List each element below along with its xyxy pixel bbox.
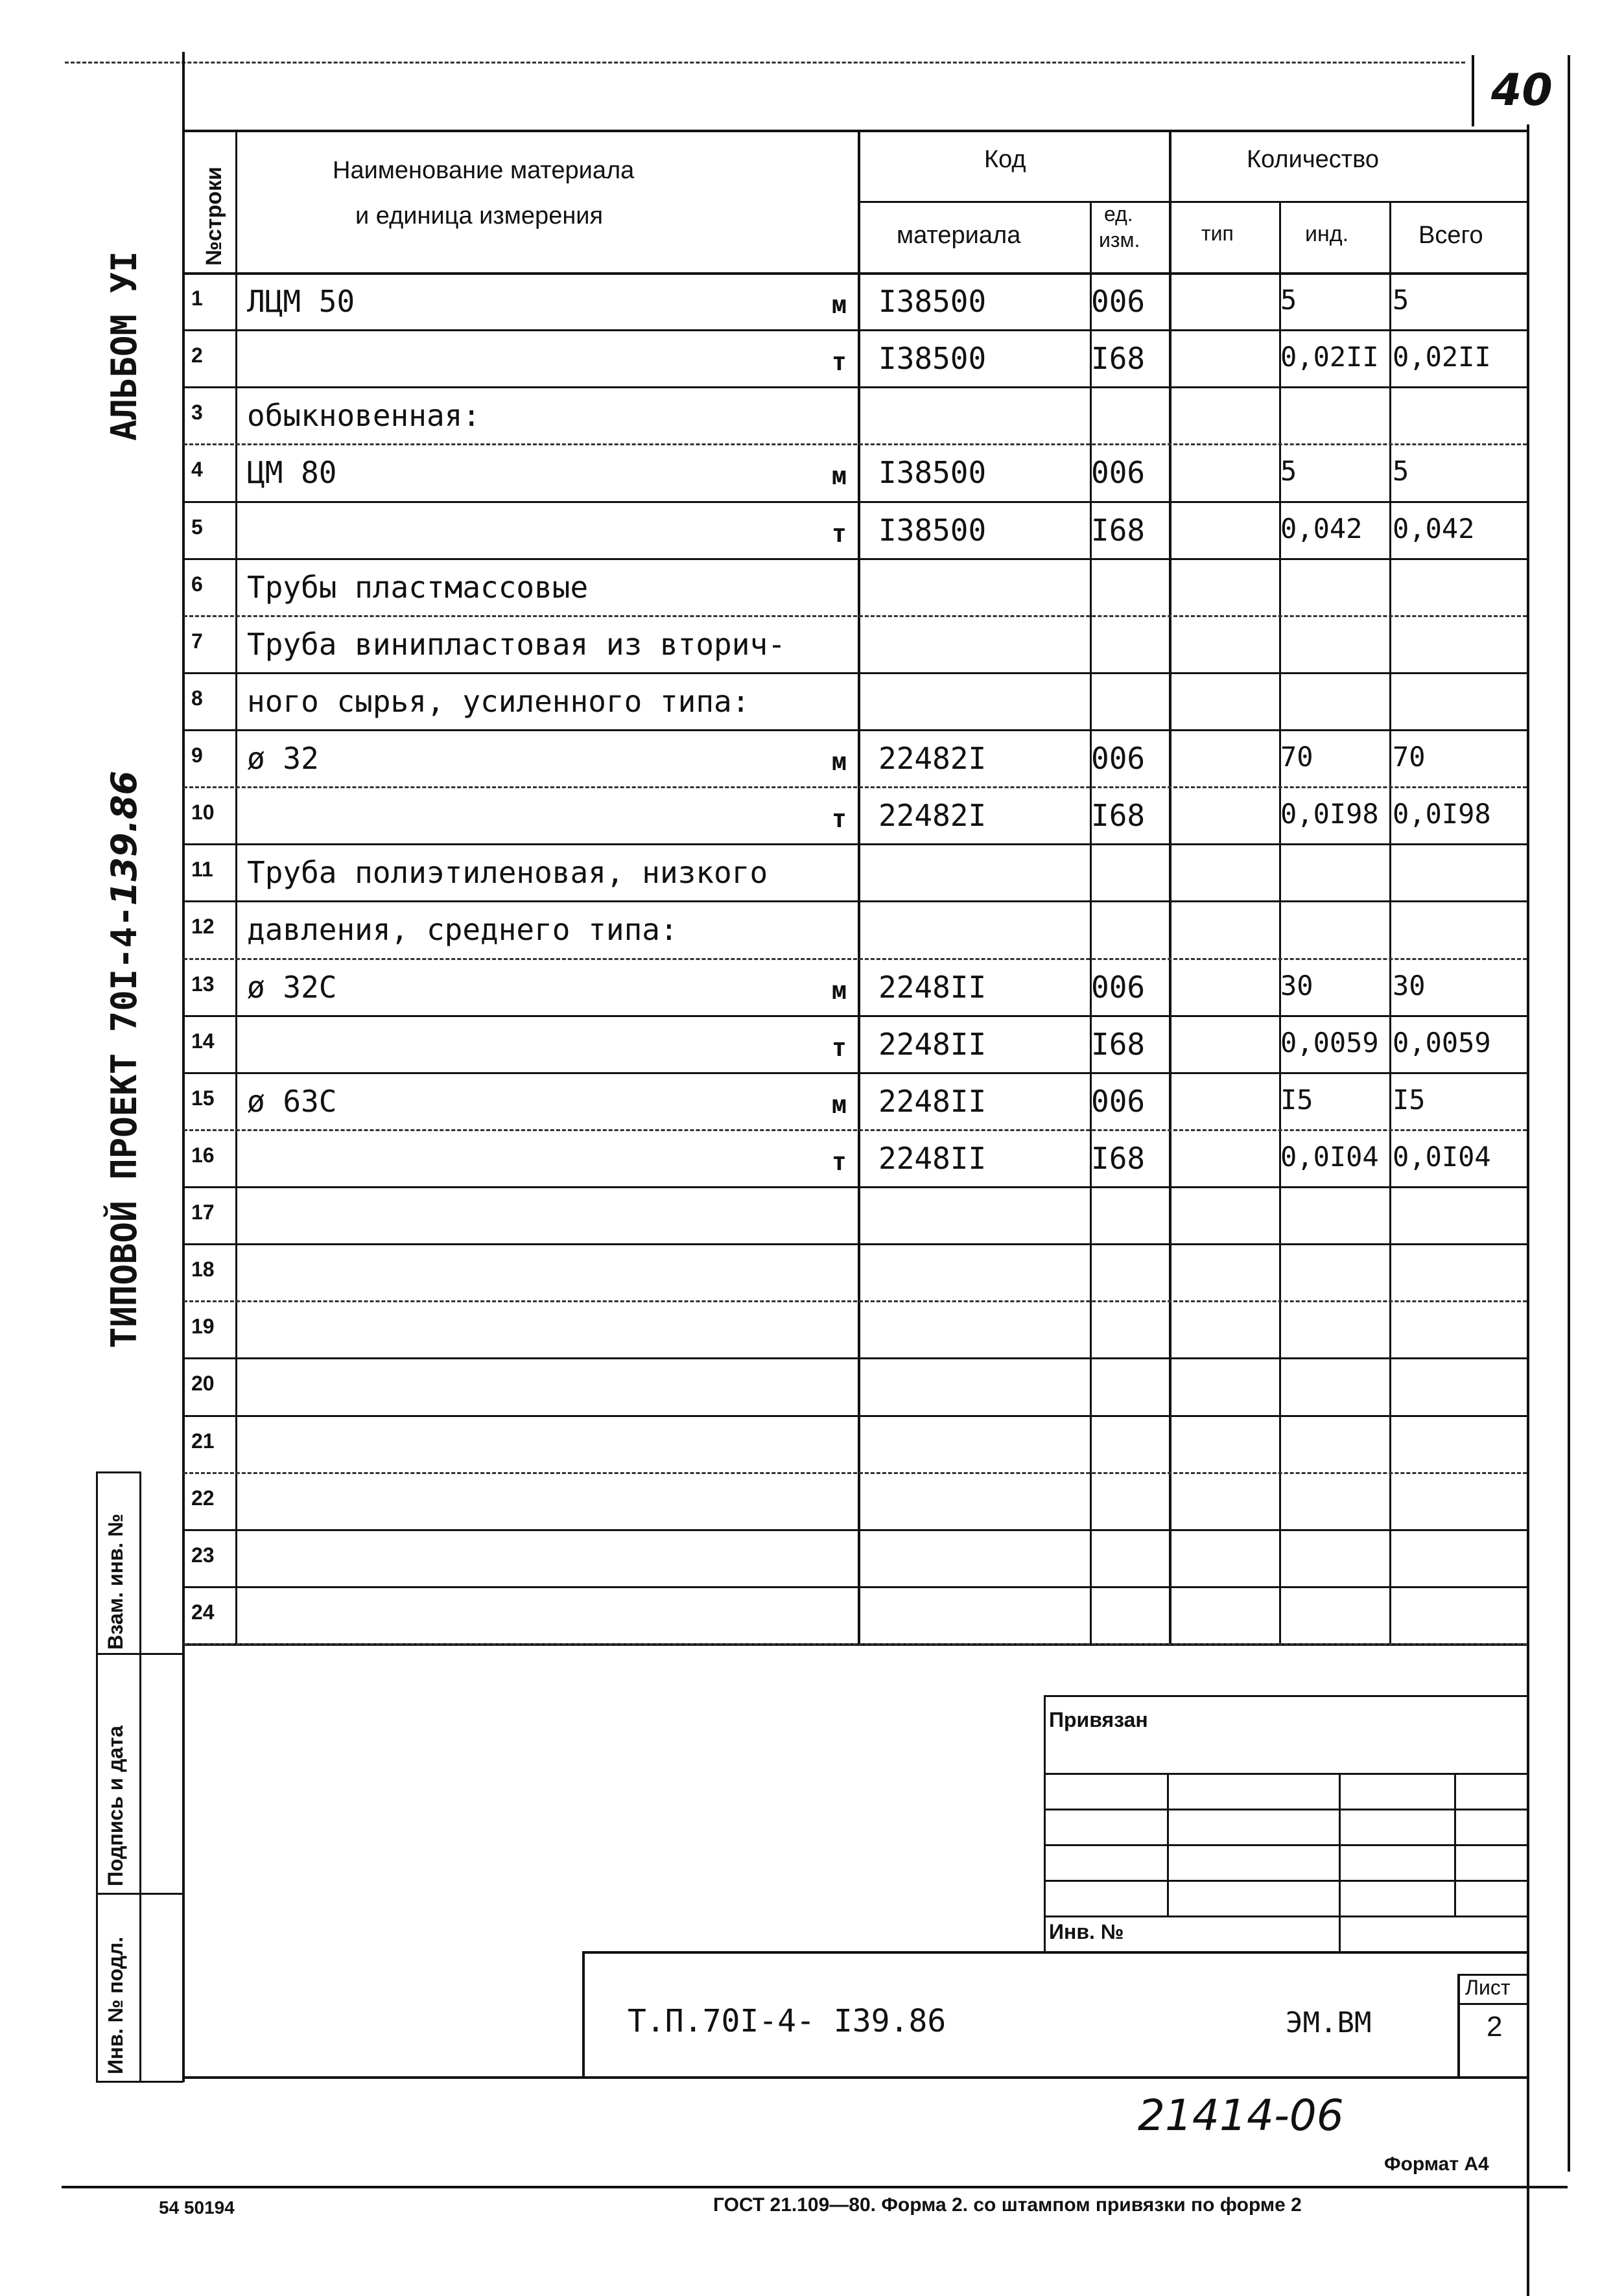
- cell-total: 0,02II: [1393, 341, 1491, 373]
- cell-u: м: [832, 976, 847, 1005]
- handwritten-number: 21414-06: [1138, 2091, 1344, 2140]
- right-border-line: [1568, 55, 1570, 2172]
- row-number: 12: [191, 915, 215, 939]
- row-number: 17: [191, 1201, 215, 1224]
- cell-total: 0,0I04: [1393, 1140, 1491, 1173]
- inv-no-label: Инв. №: [1049, 1920, 1124, 1943]
- table-row: [183, 1357, 1527, 1414]
- table-row: [183, 272, 1527, 329]
- table-row: [183, 1129, 1527, 1186]
- cell-u: т: [832, 347, 847, 377]
- left-code: 54 50194: [159, 2197, 235, 2218]
- cell-code: 2248II: [878, 1026, 987, 1062]
- cell-total: 30: [1393, 969, 1426, 1002]
- stamp-bottom-line: [183, 2076, 1527, 2079]
- cell-ind: 5: [1280, 455, 1297, 487]
- cell-ed: 006: [1091, 741, 1146, 776]
- cell-ind: I5: [1280, 1083, 1313, 1116]
- header-row-number: №строки: [202, 167, 226, 266]
- row-number: 22: [191, 1486, 215, 1510]
- row-number: 9: [191, 744, 203, 767]
- table-row: [183, 1586, 1527, 1643]
- cell-name: Труба полиэтиленовая, низкого: [247, 855, 768, 891]
- cell-name: обыкновенная:: [247, 398, 481, 434]
- cell-total: 0,0I98: [1393, 798, 1491, 830]
- table-row: [183, 1243, 1527, 1300]
- cell-ed: I68: [1091, 1140, 1146, 1176]
- table-row: [183, 615, 1527, 672]
- row-number: 23: [191, 1543, 215, 1567]
- table-row: [183, 1415, 1527, 1472]
- table-row: [183, 900, 1527, 957]
- side-stamp: [96, 1471, 183, 2081]
- cell-total: 5: [1393, 284, 1409, 316]
- header-unit-line1: ед.: [1104, 202, 1133, 226]
- inv-podl-label: Инв. № подл.: [104, 1936, 127, 2074]
- cell-ind: 0,0I98: [1280, 798, 1379, 830]
- podpis-data-label: Подпись и дата: [104, 1726, 127, 1886]
- cell-total: 5: [1393, 455, 1409, 487]
- gost-label: ГОСТ 21.109—80. Форма 2. со штампом привязки по форме 2: [713, 2194, 1302, 2216]
- cell-ed: 006: [1091, 969, 1146, 1005]
- cell-u: т: [832, 1147, 847, 1176]
- materials-table: [183, 130, 1527, 1643]
- vzam-inv-label: Взам. инв. №: [104, 1514, 127, 1650]
- table-row: [183, 386, 1527, 443]
- cell-u: м: [832, 290, 847, 319]
- header-quantity: Количество: [1247, 146, 1380, 173]
- table-row: [183, 1529, 1527, 1586]
- header-ind: инд.: [1305, 222, 1349, 246]
- cell-name: Трубы пластмассовые: [247, 569, 589, 605]
- cell-ed: I68: [1091, 512, 1146, 548]
- cell-total: 70: [1393, 741, 1426, 773]
- header-code: Код: [984, 146, 1026, 173]
- sheet-label: Лист: [1465, 1976, 1511, 1999]
- row-number: 7: [191, 629, 203, 653]
- header-unit-line2: изм.: [1099, 228, 1140, 252]
- row-number: 2: [191, 344, 203, 368]
- cell-ind: 30: [1280, 969, 1313, 1002]
- row-number: 13: [191, 972, 215, 996]
- table-row: [183, 1072, 1527, 1129]
- row-number: 3: [191, 401, 203, 425]
- header-name-line2: и единица измерения: [355, 202, 604, 229]
- cell-code: I38500: [878, 341, 987, 377]
- cell-u: т: [832, 804, 847, 834]
- table-row: [183, 1300, 1527, 1357]
- header-name-line1: Наименование материала: [333, 157, 635, 184]
- cell-ind: 0,0059: [1280, 1026, 1379, 1059]
- cell-ed: 006: [1091, 455, 1146, 491]
- sheet-number-box-left: [1472, 55, 1474, 126]
- cell-total: I5: [1393, 1083, 1426, 1116]
- cell-u: м: [832, 747, 847, 776]
- cell-name: ø 63С: [247, 1083, 337, 1119]
- cell-ed: 006: [1091, 284, 1146, 319]
- cell-ind: 0,042: [1280, 512, 1363, 545]
- sheet-value: 2: [1487, 2011, 1503, 2043]
- row-number: 11: [191, 858, 213, 882]
- cell-code: I38500: [878, 512, 987, 548]
- sheet-number: 40: [1491, 65, 1553, 116]
- project-label: [104, 771, 145, 1348]
- table-row: [183, 786, 1527, 843]
- row-number: 19: [191, 1315, 215, 1339]
- cell-total: 0,0059: [1393, 1026, 1491, 1059]
- cell-ind: 0,0I04: [1280, 1140, 1379, 1173]
- project-prefix: ТИПОВОЙ ПРОЕКТ 70I-4-: [104, 906, 145, 1348]
- cell-ed: I68: [1091, 798, 1146, 834]
- cell-code: 22482I: [878, 798, 987, 834]
- table-row: [183, 958, 1527, 1015]
- cell-code: I38500: [878, 455, 987, 491]
- privyazan-stamp: [1044, 1695, 1527, 1951]
- cell-ed: 006: [1091, 1083, 1146, 1119]
- cell-u: м: [832, 1090, 847, 1119]
- cell-u: т: [832, 1033, 847, 1062]
- cell-code: 2248II: [878, 1140, 987, 1176]
- cell-u: м: [832, 462, 847, 491]
- table-row: [183, 843, 1527, 900]
- cell-code: 2248II: [878, 1083, 987, 1119]
- row-number: 6: [191, 572, 203, 596]
- row-number: 15: [191, 1086, 215, 1110]
- row-number: 5: [191, 515, 203, 539]
- table-row: [183, 501, 1527, 558]
- top-border-line: [65, 62, 1465, 64]
- header-material: материала: [897, 222, 1021, 249]
- row-number: 16: [191, 1143, 215, 1167]
- table-row: [183, 1472, 1527, 1529]
- cell-name: давления, среднего типа:: [247, 912, 678, 948]
- header-total: Всего: [1418, 222, 1483, 249]
- cell-code: 22482I: [878, 741, 987, 776]
- cell-name: ø 32С: [247, 969, 337, 1005]
- table-row: [183, 558, 1527, 615]
- privyazan-label: Привязан: [1049, 1708, 1148, 1731]
- cell-ed: I68: [1091, 1026, 1146, 1062]
- row-number: 21: [191, 1429, 215, 1453]
- cell-name: ЦМ 80: [247, 455, 337, 491]
- cell-ind: 0,02II: [1280, 341, 1379, 373]
- row-number: 18: [191, 1258, 215, 1282]
- format-label: Формат А4: [1384, 2153, 1489, 2175]
- cell-name: ного сырья, усиленного типа:: [247, 683, 750, 719]
- title-block: [582, 1951, 1527, 2076]
- row-number: 14: [191, 1029, 215, 1053]
- row-number: 1: [191, 287, 203, 310]
- cell-name: ø 32: [247, 741, 319, 776]
- table-row: [183, 1186, 1527, 1243]
- cell-ind: 70: [1280, 741, 1313, 773]
- row-number: 4: [191, 458, 203, 482]
- cell-total: 0,042: [1393, 512, 1475, 545]
- table-row: [183, 443, 1527, 500]
- cell-code: 2248II: [878, 969, 987, 1005]
- table-row: [183, 729, 1527, 786]
- cell-code: I38500: [878, 284, 987, 319]
- cell-name: Труба винипластовая из вторич-: [247, 626, 786, 662]
- row-number: 24: [191, 1600, 215, 1624]
- row-number: 8: [191, 686, 203, 710]
- cell-u: т: [832, 519, 847, 548]
- cell-ed: I68: [1091, 341, 1146, 377]
- table-row: [183, 1015, 1527, 1072]
- bottom-border-line: [62, 2186, 1568, 2188]
- album-label: АЛЬБОМ УI: [104, 251, 145, 441]
- header-type: тип: [1201, 222, 1234, 245]
- row-number: 20: [191, 1372, 215, 1396]
- project-hand-number: 139.86: [104, 770, 145, 906]
- row-number: 10: [191, 801, 215, 825]
- doc-code: ЭМ.ВМ: [1286, 2006, 1372, 2039]
- designation: Т.П.70I-4- I39.86: [628, 2003, 947, 2039]
- table-row: [183, 672, 1527, 729]
- cell-name: ЛЦМ 50: [247, 284, 355, 319]
- cell-ind: 5: [1280, 284, 1297, 316]
- table-row: [183, 329, 1527, 386]
